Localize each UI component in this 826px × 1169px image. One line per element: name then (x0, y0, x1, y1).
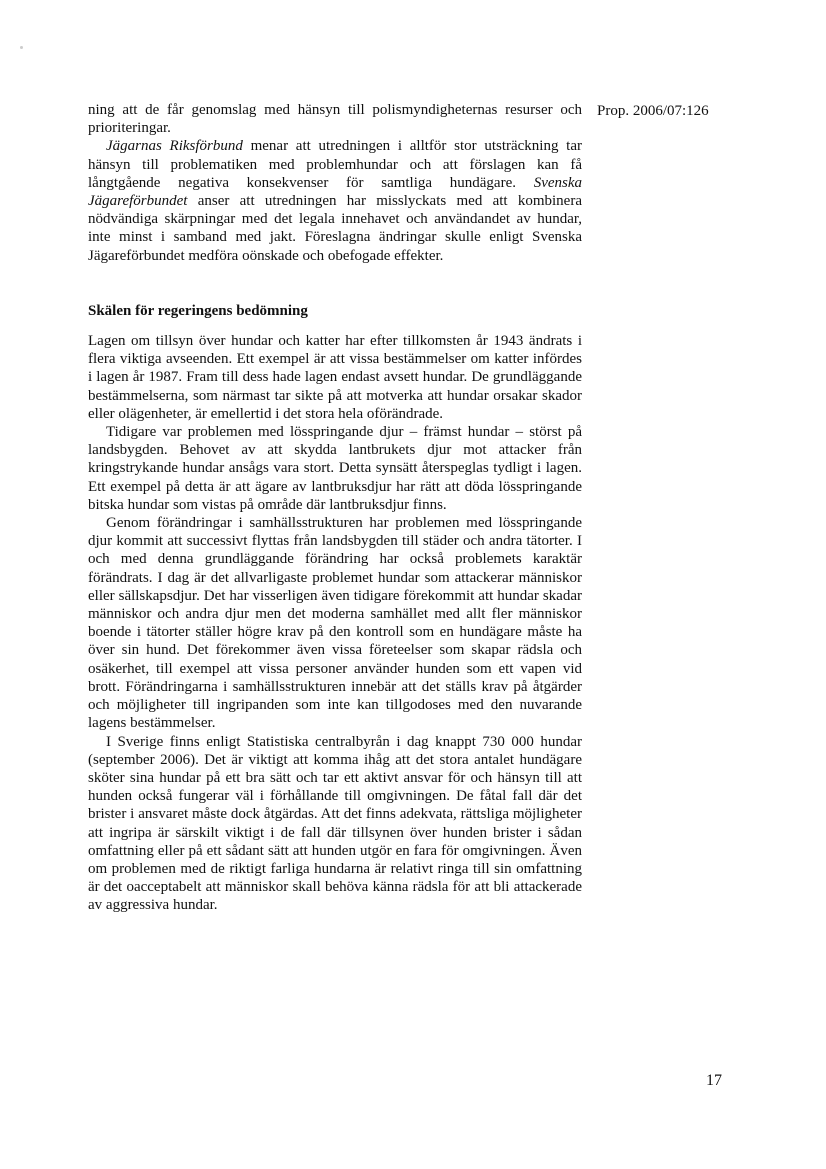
proposition-reference: Prop. 2006/07:126 (597, 103, 709, 119)
paragraph-text: menar att utredningen i alltför stor utsträckning tar hänsyn till problematiken med problemhundar och att förslagen kan få långtgående negativa konsekvenser för samtliga hundägare. (88, 138, 583, 191)
paragraph-remiss-opinions (88, 137, 582, 264)
paragraph: I Sverige finns enligt Statistiska centralbyrån i dag knappt 730 000 hundar (september 2006). Det är viktigt att komma ihåg att det stora antalet hundägare sköter sina hundar på ett bra sätt och tar ett aktivt ansvar för och hänsyn till att hunden också fungerar väl i förhållande till omgivningen. De fåtal fall där det brister i ansvaret måste dock åtgärdas. Att det finns adekvata, rättsliga möjligheter att ingripa är särskilt viktigt i de fall där tillsynen över hunden brister i sådan omfattning eller på ett sådant sätt att hunden utgör en fara för omgivningen. Även om problemen med de riktigt farliga hundarna är relativt ringa till sin omfattning är det oacceptabelt att människor skall behöva känna rädsla för att bli attackerade av aggressiva hundar. (88, 733, 582, 914)
body-text (88, 101, 582, 915)
paragraph-text: anser att utredningen har misslyckats med att kombinera nödvändiga skärpningar med det legala innehavet och användandet av hundar, inte minst i samband med jakt. Föreslagna ändringar skulle enligt Svenska Jägareförbundet medföra oönskade och obefogade effekter. (88, 193, 582, 264)
organization-name: Jägarnas Riksförbund (106, 138, 243, 155)
paragraph: Genom förändringar i samhällsstrukturen har problemen med lösspringande djur kommit att successivt flyttas från landsbygden till städer och andra tätorter. I och med denna grundläggande förändring har också problemets karaktär förändrats. I dag är det allvarligaste problemet hundar som attackerar människor eller sällskapsdjur. Det har visserligen även tidigare förekommit att hundar skadar människor och andra djur men det moderna samhället med allt fler människor boende i tätorter ställer högre krav på den kontroll som en hundägare måste ha över sin hund. Det förekommer även vissa företeelser som skapar rädsla och osäkerhet, till exempel att vissa personer använder hunden som ett vapen vid brott. Förändringarna i samhällsstrukturen innebär att det ställs krav på åtgärder och möjligheter till ingripanden som inte kan tillgodoses med den nuvarande lagens bestämmelser. (88, 515, 582, 732)
section-heading: Skälen för regeringens bedömning (88, 302, 308, 319)
organization-name: Svenska Jägareförbundet (88, 174, 582, 210)
paragraph-continuation: ning att de får genomslag med hänsyn till polismyndigheternas resurser och prioriteringar. (88, 102, 582, 137)
page-number: 17 (706, 1072, 722, 1089)
paragraph: Lagen om tillsyn över hundar och katter har efter tillkomsten år 1943 ändrats i flera viktiga avseenden. Ett exempel är att vissa bestämmelser om katter infördes i lagen år 1987. Fram till dess hade lagen endast avsett hundar. De grundläggande bestämmelserna, som närmast tar sikte på att motverka att hundar orsakar skador eller olägenheter, är emellertid i det stora hela oförändrade. (88, 333, 582, 422)
paragraph: Tidigare var problemen med lösspringande djur – främst hundar – störst på landsbygden. Behovet av att skydda lantbrukets djur mot attacker från kringstrykande hundar ansågs vara stort. Detta synsätt återspeglas tydligt i lagen. Ett exempel på detta är att ägare av lantbruksdjur har rätt att döda lösspringande bitska hundar som vistas på område där lantbruksdjur finns. (88, 424, 582, 513)
scan-speck (20, 46, 23, 49)
